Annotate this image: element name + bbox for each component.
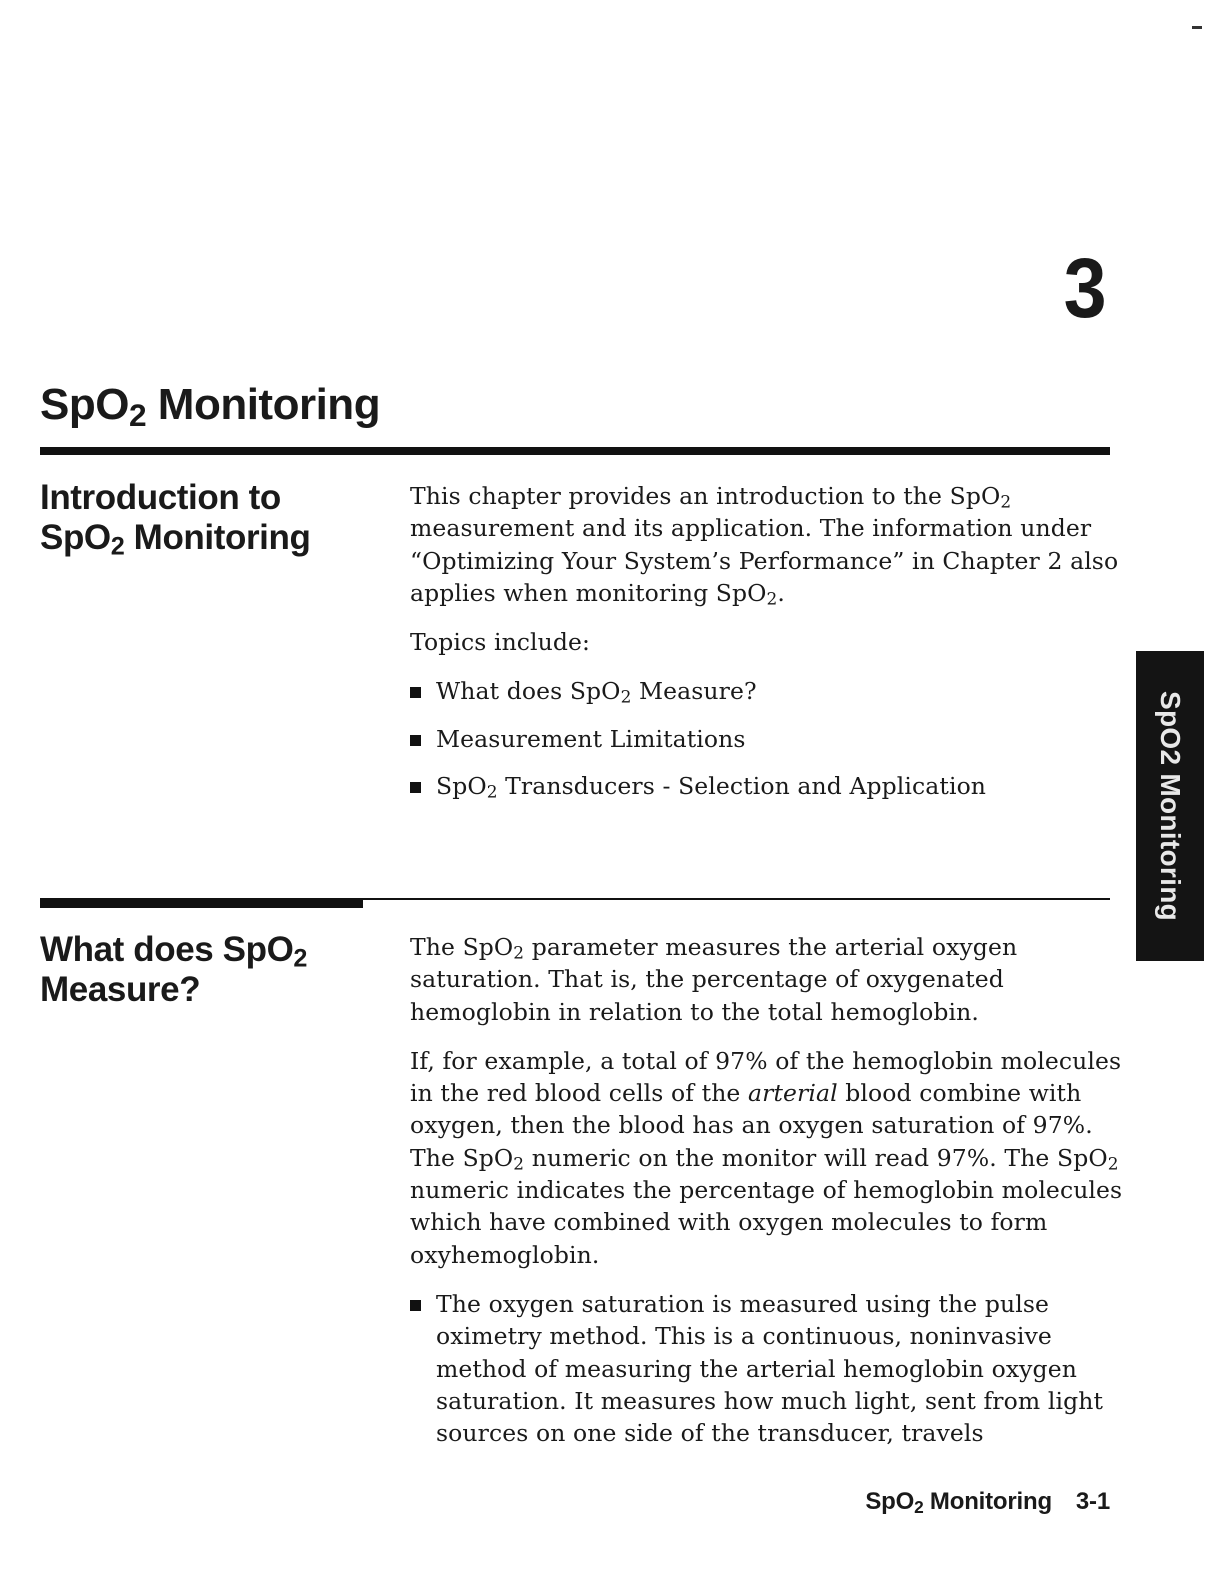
intro-paragraph-part: This chapter provides an introduction to the SpO xyxy=(410,482,1001,510)
chapter-number: 3 xyxy=(1063,241,1106,335)
topic-text: SpO xyxy=(436,772,487,801)
measure-paragraph-part: parameter measures the arterial oxygen saturation. That is, the percentage of oxygenated hemoglobin in relation to the total hemoglobin. xyxy=(410,933,1018,1026)
intro-heading-line2 xyxy=(40,518,370,561)
intro-paragraph-sub: 2 xyxy=(766,588,778,609)
measure-paragraph-sub: 2 xyxy=(513,942,525,963)
intro-paragraph-part: . xyxy=(777,578,785,607)
chapter-rule xyxy=(40,447,1110,455)
chapter-side-tab xyxy=(1136,651,1204,961)
measure-bullet-text: The oxygen saturation is measured using the pulse oximetry method. This is a continuous, noninvasive method of measuring the arterial hemoglobin oxygen saturation. It measures how much light, sent from light sources on one side of the transducer, travels xyxy=(436,1289,1103,1448)
footer-title-prefix: SpO xyxy=(865,1488,915,1515)
side-tab-label: SpO2 Monitoring xyxy=(1155,690,1186,922)
measure-paragraph-part: If, for example, a total of 97% of the hemoglobin molecules in the red blood cells of the xyxy=(410,1046,1122,1108)
section-rule-thin xyxy=(363,898,1110,900)
footer-title-sub: 2 xyxy=(914,1496,924,1517)
chapter-title xyxy=(40,380,381,433)
page-number: 3-1 xyxy=(1075,1488,1110,1515)
measure-paragraph-part: blood combine with oxygen, then the blood has an oxygen saturation of 97%. The SpO xyxy=(410,1079,1093,1172)
section-rule-thick xyxy=(40,898,363,908)
scan-corner-mark xyxy=(1192,18,1202,29)
measure-heading-line2: Measure? xyxy=(40,970,201,1009)
footer-title-suffix: Monitoring xyxy=(923,1488,1052,1515)
page-footer xyxy=(865,1488,1110,1516)
measure-paragraph-sub: 2 xyxy=(513,1153,525,1174)
bullet-square-icon xyxy=(410,687,421,698)
chapter-title-subscript: 2 xyxy=(128,396,147,433)
topic-sub: 2 xyxy=(620,687,632,708)
measure-heading-line1 xyxy=(40,930,370,973)
bullet-square-icon xyxy=(410,1300,421,1311)
topic-sub: 2 xyxy=(486,781,498,802)
intro-section-heading xyxy=(40,478,370,561)
measure-paragraph-emphasis: arterial xyxy=(748,1079,838,1108)
chapter-title-prefix: SpO xyxy=(40,380,129,429)
measure-section-heading xyxy=(40,930,370,1010)
measure-heading-sub: 2 xyxy=(293,944,308,973)
intro-heading-line2-sub: 2 xyxy=(110,532,125,561)
measure-paragraph-part: numeric on the monitor will read 97%. The SpO xyxy=(524,1143,1108,1172)
list-item xyxy=(410,723,1130,755)
topic-text: What does SpO xyxy=(436,677,621,706)
measure-heading-prefix: What does SpO xyxy=(40,930,294,969)
measure-section-body xyxy=(410,931,1130,1464)
intro-section-body xyxy=(410,480,1130,817)
measure-paragraph-part: The SpO xyxy=(410,933,514,961)
measure-paragraph-2 xyxy=(410,1045,1130,1271)
intro-paragraph-part: measurement and its application. The information under “Optimizing Your System’s Performance” in Chapter 2 also applies when monitoring SpO xyxy=(410,514,1119,607)
intro-heading-line1: Introduction to xyxy=(40,478,281,517)
intro-paragraph xyxy=(410,480,1130,609)
topic-text: Transducers - Selection and Application xyxy=(497,772,987,801)
bullet-square-icon xyxy=(410,735,421,746)
measure-paragraph-1 xyxy=(410,931,1130,1028)
topic-text: Measure? xyxy=(631,677,757,706)
measure-paragraph-part: numeric indicates the percentage of hemoglobin molecules which have combined with oxygen molecules to form oxyhemoglobin. xyxy=(410,1176,1123,1269)
bullet-square-icon xyxy=(410,782,421,793)
list-item xyxy=(410,675,1130,707)
list-item xyxy=(410,770,1130,802)
measure-paragraph-sub: 2 xyxy=(1107,1153,1119,1174)
topics-list xyxy=(410,675,1130,802)
chapter-title-suffix: Monitoring xyxy=(146,380,381,429)
intro-heading-line2-suffix: Monitoring xyxy=(124,518,311,557)
measure-bullet-list xyxy=(410,1288,1130,1449)
topics-label: Topics include: xyxy=(410,628,591,657)
list-item xyxy=(410,1288,1130,1449)
topic-text: Measurement Limitations xyxy=(436,724,746,753)
intro-heading-line2-prefix: SpO xyxy=(40,518,111,557)
intro-paragraph-sub: 2 xyxy=(1000,491,1012,512)
